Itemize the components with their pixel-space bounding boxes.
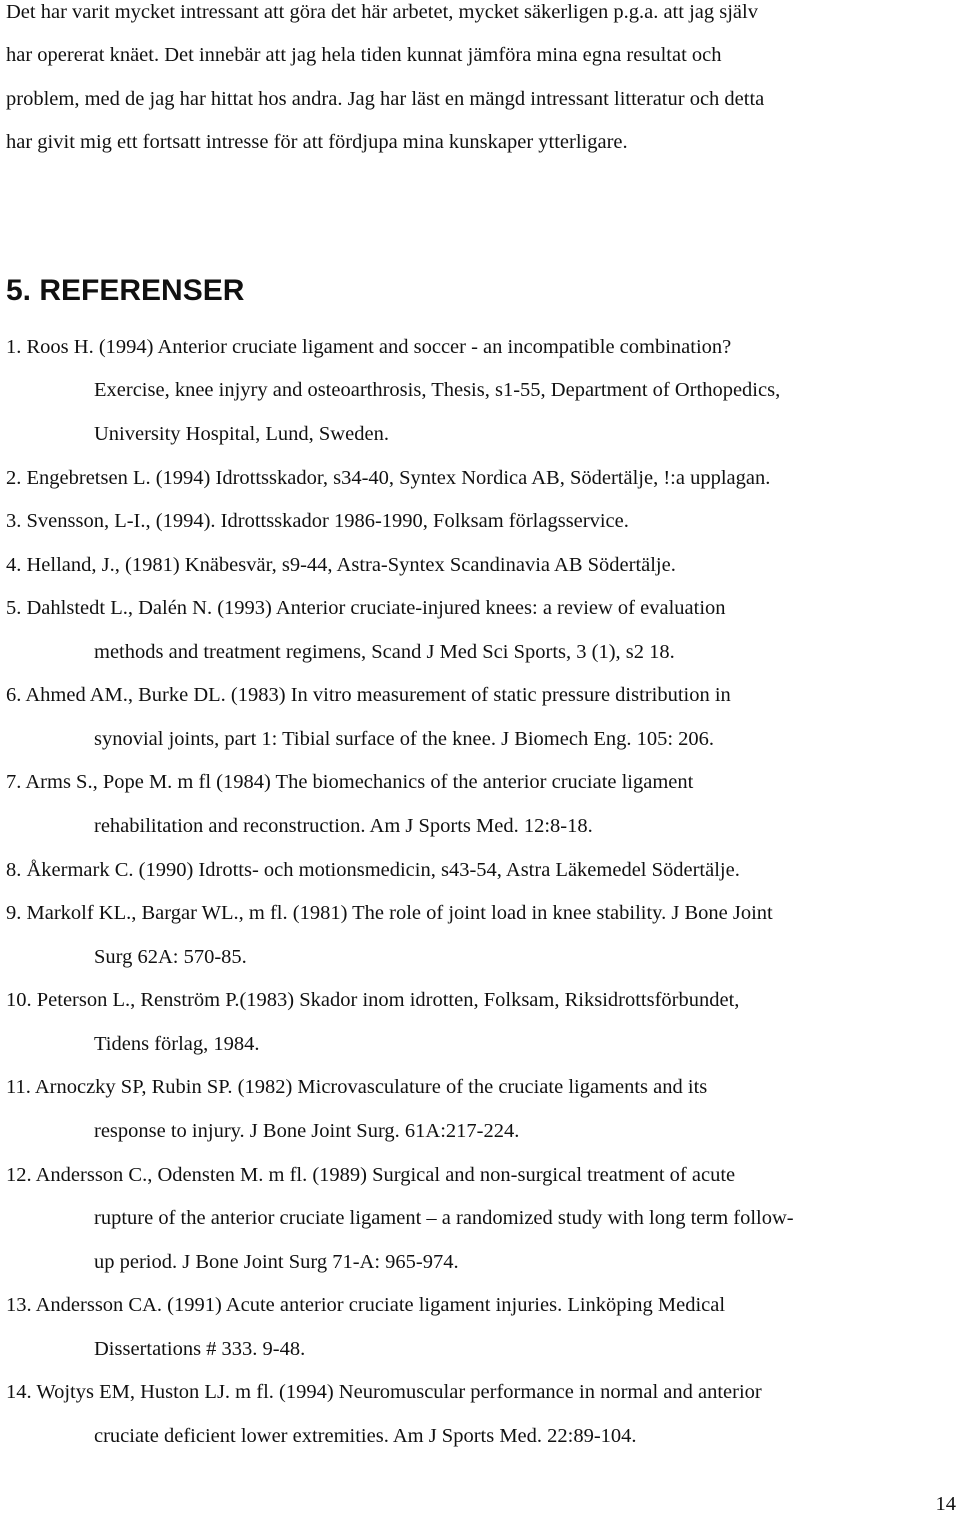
reference-line: rehabilitation and reconstruction. Am J Sports Med. 12:8-18. — [94, 815, 593, 837]
reference-line: synovial joints, part 1: Tibial surface of the knee. J Biomech Eng. 105: 206. — [94, 728, 715, 750]
reference-line: cruciate deficient lower extremities. Am J Sports Med. 22:89-104. — [94, 1425, 637, 1447]
reference-line: 1. Roos H. (1994) Anterior cruciate ligament and soccer - an incompatible combination? — [6, 336, 732, 358]
reference-line: 6. Ahmed AM., Burke DL. (1983) In vitro measurement of static pressure distribution in — [6, 684, 731, 706]
reference-line: 4. Helland, J., (1981) Knäbesvär, s9-44, Astra-Syntex Scandinavia AB Södertälje. — [6, 554, 676, 576]
reference-line: Tidens förlag, 1984. — [94, 1033, 260, 1055]
reference-line: 3. Svensson, L-I., (1994). Idrottsskador 1986-1990, Folksam förlagsservice. — [6, 510, 629, 532]
reference-line: 7. Arms S., Pope M. m fl (1984) The biomechanics of the anterior cruciate ligament — [6, 771, 694, 793]
reference-line: 2. Engebretsen L. (1994) Idrottsskador, s34-40, Syntex Nordica AB, Södertälje, !:a upplagan. — [6, 467, 771, 489]
section-heading: 5. REFERENSER — [6, 274, 245, 307]
intro-line: problem, med de jag har hittat hos andra. Jag har läst en mängd intressant litteratur och detta — [6, 88, 765, 110]
reference-line: 10. Peterson L., Renström P.(1983) Skador inom idrotten, Folksam, Riksidrottsförbundet, — [6, 989, 740, 1011]
page-number: 14 — [935, 1493, 956, 1515]
reference-line: 9. Markolf KL., Bargar WL., m fl. (1981) The role of joint load in knee stability. J Bone Joint — [6, 902, 773, 924]
intro-line: Det har varit mycket intressant att göra det här arbetet, mycket säkerligen p.g.a. att jag själv — [6, 1, 758, 23]
reference-line: Surg 62A: 570-85. — [94, 946, 247, 968]
reference-line: Exercise, knee injyry and osteoarthrosis, Thesis, s1-55, Department of Orthopedics, — [94, 379, 781, 401]
reference-line: 5. Dahlstedt L., Dalén N. (1993) Anterior cruciate-injured knees: a review of evaluation — [6, 597, 726, 619]
reference-line: rupture of the anterior cruciate ligament – a randomized study with long term follow- — [94, 1207, 794, 1229]
reference-line: 13. Andersson CA. (1991) Acute anterior cruciate ligament injuries. Linköping Medical — [6, 1294, 726, 1316]
reference-line: Dissertations # 333. 9-48. — [94, 1338, 306, 1360]
reference-line: 14. Wojtys EM, Huston LJ. m fl. (1994) Neuromuscular performance in normal and anterior — [6, 1381, 762, 1403]
reference-line: response to injury. J Bone Joint Surg. 61A:217-224. — [94, 1120, 520, 1142]
intro-line: har givit mig ett fortsatt intresse för att fördjupa mina kunskaper ytterligare. — [6, 131, 628, 153]
reference-line: University Hospital, Lund, Sweden. — [94, 423, 389, 445]
intro-line: har opererat knäet. Det innebär att jag hela tiden kunnat jämföra mina egna resultat och — [6, 44, 722, 66]
reference-line: methods and treatment regimens, Scand J Med Sci Sports, 3 (1), s2 18. — [94, 641, 675, 663]
reference-line: 11. Arnoczky SP, Rubin SP. (1982) Microvasculature of the cruciate ligaments and its — [6, 1076, 708, 1098]
reference-line: 8. Åkermark C. (1990) Idrotts- och motionsmedicin, s43-54, Astra Läkemedel Södertälje. — [6, 859, 740, 881]
reference-line: up period. J Bone Joint Surg 71-A: 965-974. — [94, 1251, 459, 1273]
reference-line: 12. Andersson C., Odensten M. m fl. (1989) Surgical and non-surgical treatment of acute — [6, 1164, 736, 1186]
